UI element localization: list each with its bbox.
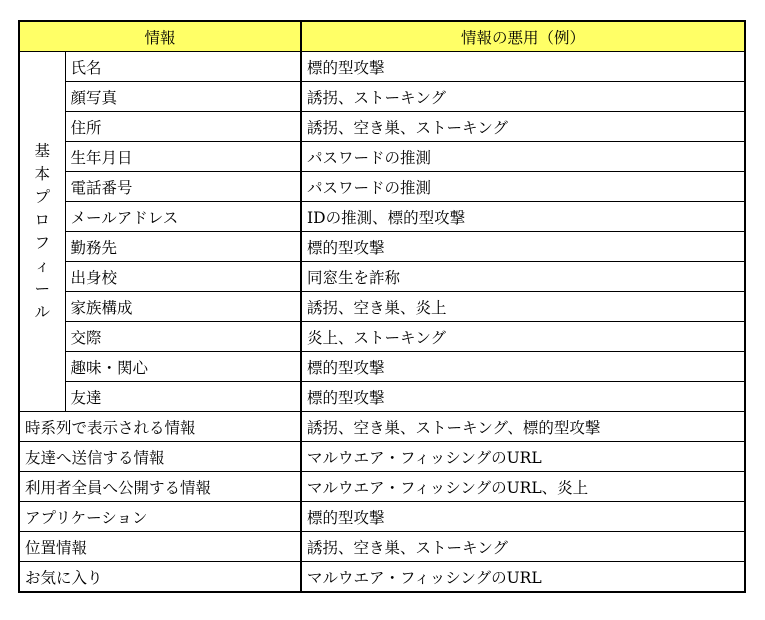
table-row [19, 52, 745, 82]
info-cell: メールアドレス [65, 202, 301, 232]
info-cell: 顔写真 [65, 82, 301, 112]
table-row [19, 532, 745, 562]
header-misuse: 情報の悪用（例） [301, 21, 745, 52]
info-cell: お気に入り [19, 562, 301, 593]
info-cell: 時系列で表示される情報 [19, 412, 301, 442]
info-cell: 出身校 [65, 262, 301, 292]
info-cell: 交際 [65, 322, 301, 352]
misuse-cell: 標的型攻撃 [301, 52, 745, 82]
info-cell: 趣味・関心 [65, 352, 301, 382]
misuse-cell: マルウエア・フィッシングのURL、炎上 [301, 472, 745, 502]
table-row [19, 322, 745, 352]
table-row [19, 472, 745, 502]
basic-profile-label-char: ル [34, 302, 50, 321]
info-cell: 住所 [65, 112, 301, 142]
table-row [19, 502, 745, 532]
table-row [19, 352, 745, 382]
misuse-cell: 標的型攻撃 [301, 502, 745, 532]
info-cell: 友達 [65, 382, 301, 412]
info-cell: 友達へ送信する情報 [19, 442, 301, 472]
info-cell: アプリケーション [19, 502, 301, 532]
info-cell: 勤務先 [65, 232, 301, 262]
info-cell: 位置情報 [19, 532, 301, 562]
misuse-cell: 誘拐、ストーキング [301, 82, 745, 112]
misuse-cell: パスワードの推測 [301, 142, 745, 172]
table-row [19, 412, 745, 442]
basic-profile-label-char: ロ [34, 210, 50, 229]
table-row [19, 382, 745, 412]
info-cell: 電話番号 [65, 172, 301, 202]
basic-profile-label [19, 52, 65, 412]
basic-profile-label-char: ー [34, 279, 50, 298]
info-misuse-table [18, 20, 746, 593]
misuse-cell: マルウエア・フィッシングのURL [301, 562, 745, 593]
table-row [19, 202, 745, 232]
misuse-cell: 誘拐、空き巣、炎上 [301, 292, 745, 322]
table-row [19, 142, 745, 172]
info-cell: 家族構成 [65, 292, 301, 322]
table-row [19, 82, 745, 112]
header-info: 情報 [19, 21, 301, 52]
basic-profile-label-char: プ [34, 187, 50, 206]
table-row [19, 172, 745, 202]
misuse-cell: 標的型攻撃 [301, 232, 745, 262]
misuse-cell: 炎上、ストーキング [301, 322, 745, 352]
table-row [19, 562, 745, 593]
table-row [19, 292, 745, 322]
misuse-cell: 誘拐、空き巣、ストーキング [301, 532, 745, 562]
table-row [19, 232, 745, 262]
misuse-cell: 誘拐、空き巣、ストーキング [301, 112, 745, 142]
misuse-cell: 誘拐、空き巣、ストーキング、標的型攻撃 [301, 412, 745, 442]
table-row [19, 112, 745, 142]
misuse-cell: IDの推測、標的型攻撃 [301, 202, 745, 232]
table-row [19, 442, 745, 472]
basic-profile-label-char: 本 [34, 164, 50, 183]
misuse-cell: パスワードの推測 [301, 172, 745, 202]
misuse-cell: 同窓生を詐称 [301, 262, 745, 292]
basic-profile-label-char: 基 [34, 141, 50, 160]
misuse-cell: 標的型攻撃 [301, 382, 745, 412]
basic-profile-label-char: ィ [34, 256, 50, 275]
misuse-cell: マルウエア・フィッシングのURL [301, 442, 745, 472]
info-cell: 氏名 [65, 52, 301, 82]
misuse-cell: 標的型攻撃 [301, 352, 745, 382]
table-row [19, 262, 745, 292]
header-row [19, 21, 745, 52]
info-cell: 利用者全員へ公開する情報 [19, 472, 301, 502]
basic-profile-label-char: フ [34, 233, 50, 252]
info-cell: 生年月日 [65, 142, 301, 172]
